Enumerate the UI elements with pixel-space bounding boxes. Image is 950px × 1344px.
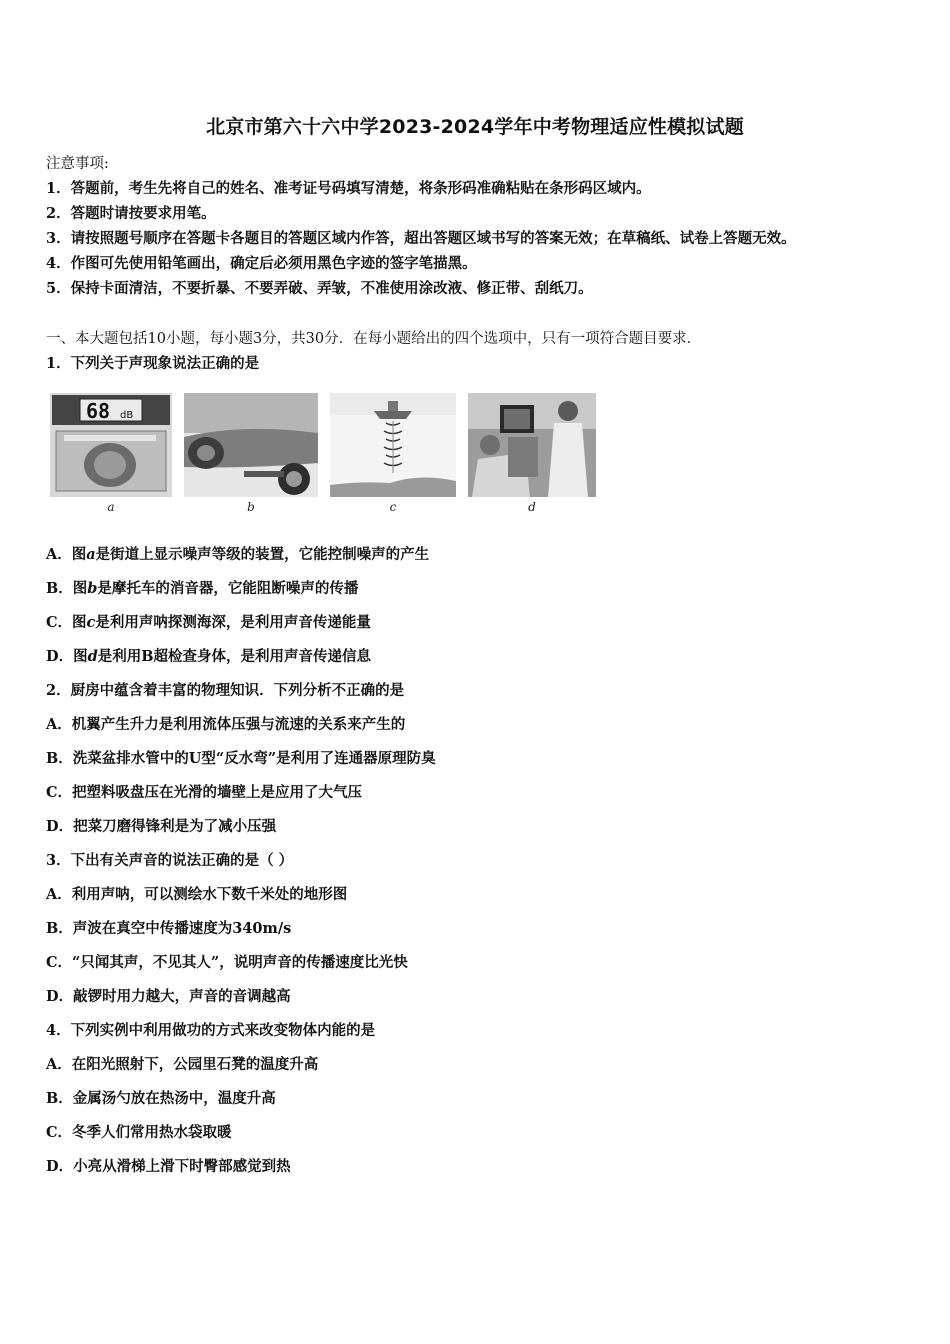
option-line: D．敲锣时用力越大，声音的音调越高 (46, 988, 291, 1005)
option-line (46, 543, 429, 564)
option-line: B．洗菜盆排水管中的U型“反水弯”是利用了连通器原理防臭 (46, 750, 436, 767)
option-prefix: D．图 (46, 648, 88, 665)
option-line: A．利用声呐，可以测绘水下数千米处的地形图 (46, 886, 348, 903)
option-line: D．把菜刀磨得锋利是为了减小压强 (46, 818, 277, 835)
option-line: C．“只闻其声，不见其人”，说明声音的传播速度比光快 (46, 954, 408, 971)
question-stem: 4．下列实例中利用做功的方式来改变物体内能的是 (46, 1022, 376, 1039)
notice-item: 1．答题前，考生先将自己的姓名、准考证号码填写清楚，将条形码准确粘贴在条形码区域内。 (46, 180, 651, 197)
option-line (46, 645, 371, 666)
option-text: 是街道上显示噪声等级的装置，它能控制噪声的产生 (95, 546, 430, 563)
option-text: 是利用声呐探测海深，是利用声音传递能量 (95, 614, 371, 631)
option-prefix: A．图 (46, 546, 87, 563)
option-variable: c (86, 614, 96, 631)
figure-caption: a (107, 500, 115, 514)
option-line: A．在阳光照射下，公园里石凳的温度升高 (46, 1056, 319, 1073)
option-line: A．机翼产生升力是利用流体压强与流速的关系来产生的 (46, 716, 406, 733)
sonar-image (330, 393, 456, 497)
option-variable: d (87, 648, 98, 665)
option-text: 是利用B超检查身体，是利用声音传递信息 (97, 648, 371, 665)
meter-unit: dB (120, 410, 134, 421)
option-variable: a (86, 546, 96, 563)
option-prefix: B．图 (46, 580, 88, 597)
ultrasound-image (468, 393, 596, 497)
question-stem: 1．下列关于声现象说法正确的是 (46, 355, 260, 372)
option-text: 是摩托车的消音器，它能阻断噪声的传播 (97, 580, 359, 597)
option-line (46, 577, 358, 598)
option-prefix: C．图 (46, 614, 87, 631)
figure-caption: b (247, 500, 255, 514)
option-line: B．金属汤勺放在热汤中，温度升高 (46, 1090, 276, 1107)
question-1-figures (50, 393, 610, 523)
option-variable: b (87, 580, 98, 597)
meter-reading: 68 (86, 399, 111, 423)
question-stem: 3．下出有关声音的说法正确的是（ ） (46, 852, 294, 869)
option-line: C．冬季人们常用热水袋取暖 (46, 1124, 232, 1141)
option-line (46, 611, 371, 632)
notice-heading: 注意事项: (46, 156, 109, 172)
page-title: 北京市第六十六中学2023-2024学年中考物理适应性模拟试题 (206, 116, 744, 138)
notice-item: 4．作图可先使用铅笔画出，确定后必须用黑色字迹的签字笔描黑。 (46, 255, 477, 272)
option-line: B．声波在真空中传播速度为340m/s (46, 920, 292, 937)
notice-item: 3．请按照题号顺序在答题卡各题目的答题区域内作答，超出答题区域书写的答案无效；在草稿纸、试卷上答题无效。 (46, 230, 796, 247)
notice-item: 5．保持卡面清洁，不要折暴、不要弄破、弄皱，不准使用涂改液、修正带、刮纸刀。 (46, 280, 593, 297)
option-line: C．把塑料吸盘压在光滑的墙壁上是应用了大气压 (46, 784, 363, 801)
muffler-image (184, 393, 318, 497)
figure-caption: d (528, 500, 536, 514)
notice-item: 2．答题时请按要求用笔。 (46, 205, 216, 222)
question-stem: 2．厨房中蕴含着丰富的物理知识．下列分析不正确的是 (46, 682, 405, 699)
noise-meter-image (50, 393, 172, 497)
figure-caption: c (389, 500, 397, 514)
option-line: D．小亮从滑梯上滑下时臀部感觉到热 (46, 1158, 291, 1175)
section-heading: 一、本大题包括10小题，每小题3分，共30分．在每小题给出的四个选项中，只有一项符合题目要求． (46, 331, 702, 347)
